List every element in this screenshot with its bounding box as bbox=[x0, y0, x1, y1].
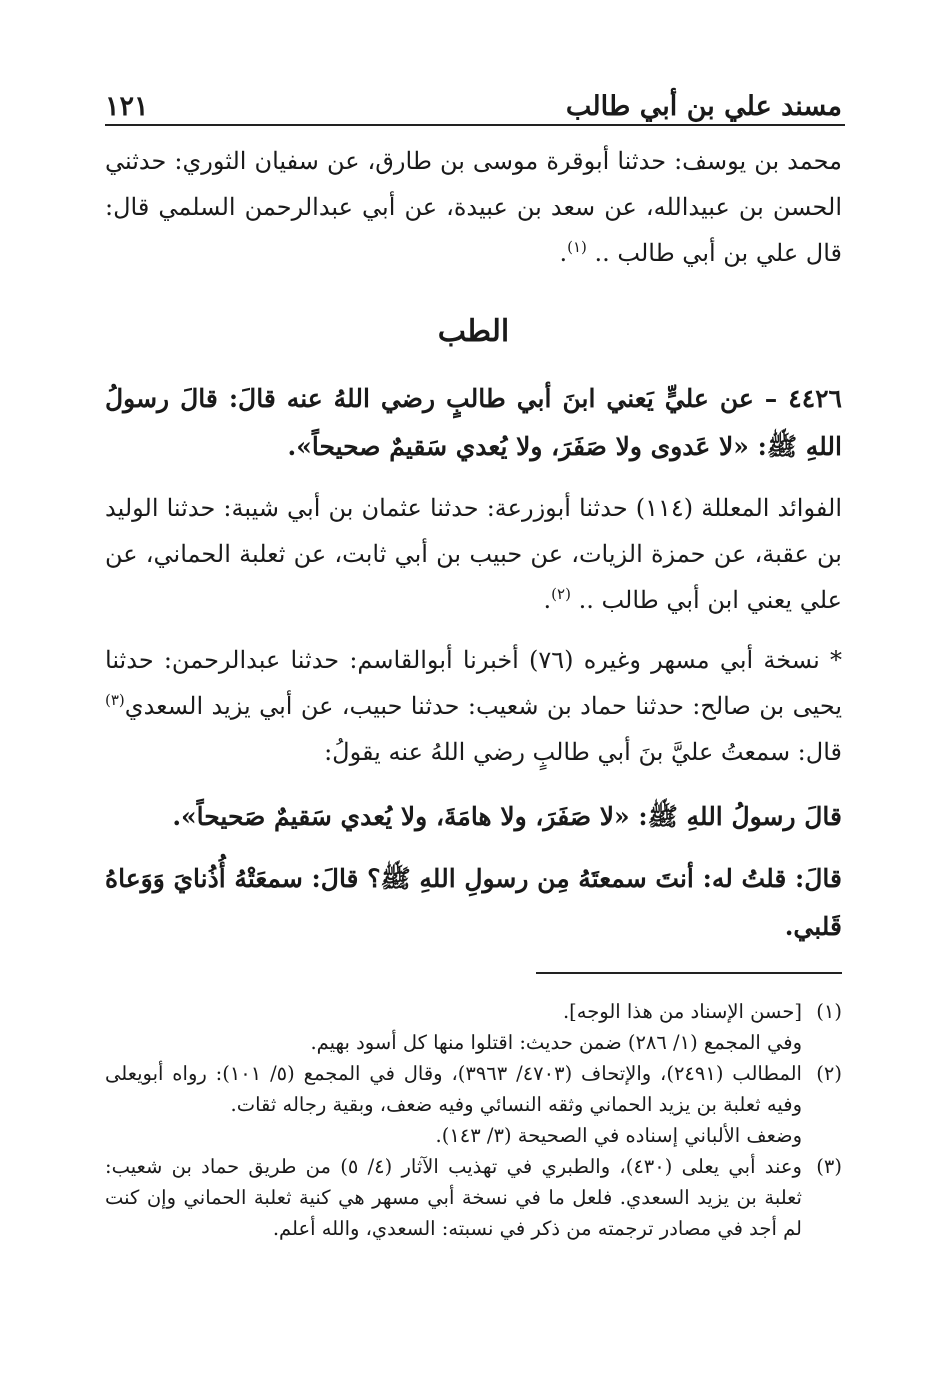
footnote-line: [حسن الإسناد من هذا الوجه]. bbox=[562, 1000, 802, 1023]
hadith-text: – عن عليٍّ يَعني ابنَ أبي طالبٍ رضي اللهُ عنه قالَ: قالَ رسولُ اللهِ ﷺ: «لا عَدوى ولا صَفَرَ، ولا يُعدي سَقيمٌ صحيحاً». bbox=[105, 384, 842, 461]
footnote-ref-3: (٣) bbox=[105, 691, 125, 709]
footnote-number: (١) bbox=[816, 1000, 842, 1023]
footnote-line: وعند أبي يعلى (٤٣٠)، والطبري في تهذيب الآثار (٤/ ٥) من طريق حماد بن شعيب: ثعلبة بن يزيد السعدي. فلعل ما في نسخة أبي مسهر هي كنية ثعلبة الحماني وإن كنت لم أجد في مصادر ترجمته من ذكر في نسبته: السعدي، والله أعلم. bbox=[105, 1155, 802, 1240]
source-paragraph-2 bbox=[105, 637, 842, 775]
footnote-2 bbox=[105, 1058, 842, 1151]
footnote-line: المطالب (٢٤٩١)، والإتحاف (٤٧٠٣/ ٣٩٦٣)، وقال في المجمع (٥/ ١٠١): رواه أبويعلى وفيه ثعلبة بن يزيد الحماني وثقه النسائي وفيه ضعف، وبقية رجاله ثقات. bbox=[105, 1062, 802, 1116]
footnotes bbox=[105, 996, 842, 1244]
quote-2: قالَ: قلتُ له: أنتَ سمعتَهُ مِن رسولِ اللهِ ﷺ؟ قالَ: سمعَتْهُ أُذُنايَ وَوَعاهُ قَلبي. bbox=[105, 864, 842, 941]
header-title: مسند علي بن أبي طالب bbox=[565, 91, 842, 122]
footnote-rule bbox=[536, 972, 842, 974]
footnote-ref-1: (١) bbox=[567, 238, 587, 256]
intro-paragraph: محمد بن يوسف: حدثنا أبوقرة موسى بن طارق، عن سفيان الثوري: حدثني الحسن بن عبيدالله، عن سعد بن عبيدة، عن أبي عبدالرحمن السلمي قال: قال علي بن أبي طالب .. $^{(١)}$. bbox=[105, 147, 843, 267]
quote-1: قالَ رسولُ اللهِ ﷺ: «لا صَفَرَ، ولا هامَةَ، ولا يُعدي سَقيمٌ صَحيحاً». bbox=[172, 802, 842, 831]
source1-text: الفوائد المعللة (١١٤) حدثنا أبوزرعة: حدثنا عثمان بن أبي شيبة: حدثنا الوليد بن عقبة، عن حمزة الزيات، عن حبيب بن أبي ثابت، عن ثعلبة الحماني، عن علي يعني ابن أبي طالب .. bbox=[105, 494, 842, 614]
intro-text: محمد بن يوسف: حدثنا أبوقرة موسى بن طارق، عن سفيان الثوري: حدثني الحسن بن عبيدالله، عن سعد بن عبيدة، عن أبي عبدالرحمن السلمي قال: قال علي بن أبي طالب .. bbox=[105, 147, 843, 267]
source2-text-after: قال: سمعتُ عليَّ بنَ أبي طالبٍ رضي اللهُ عنه يقولُ: bbox=[324, 738, 842, 766]
hadith-number: ٤٤٢٦ bbox=[788, 384, 842, 413]
footnote-ref-2: (٢) bbox=[551, 585, 571, 603]
source-paragraph-1: الفوائد المعللة (١١٤) حدثنا أبوزرعة: حدثنا عثمان بن أبي شيبة: حدثنا الوليد بن عقبة، عن حمزة الزيات، عن حبيب بن أبي ثابت، عن ثعلبة الحماني، عن علي يعني ابن أبي طالب .. $^{(٢)}$. bbox=[105, 494, 842, 614]
hadith-4426 bbox=[105, 375, 842, 471]
footnote-line: وضعف الألباني إسناده في الصحيحة (٣/ ١٤٣). bbox=[435, 1124, 802, 1147]
footnote-3 bbox=[105, 1151, 842, 1244]
running-header bbox=[105, 72, 842, 122]
footnote-1 bbox=[105, 996, 842, 1058]
page-number: ١٢١ bbox=[105, 91, 149, 122]
main-text bbox=[105, 138, 842, 965]
section-title: الطب bbox=[437, 314, 510, 349]
footnote-line: وفي المجمع (١/ ٢٨٦) ضمن حديث: اقتلوا منها كل أسود بهيم. bbox=[310, 1031, 802, 1054]
footnote-number: (٢) bbox=[816, 1062, 842, 1085]
header-rule bbox=[105, 124, 845, 126]
footnote-number: (٣) bbox=[816, 1155, 842, 1178]
source2-text-before: * نسخة أبي مسهر وغيره (٧٦) أخبرنا أبوالقاسم: حدثنا عبدالرحمن: حدثنا يحيى بن صالح: حدثنا حماد بن شعيب: حدثنا حبيب، عن أبي يزيد السعدي bbox=[105, 646, 843, 720]
